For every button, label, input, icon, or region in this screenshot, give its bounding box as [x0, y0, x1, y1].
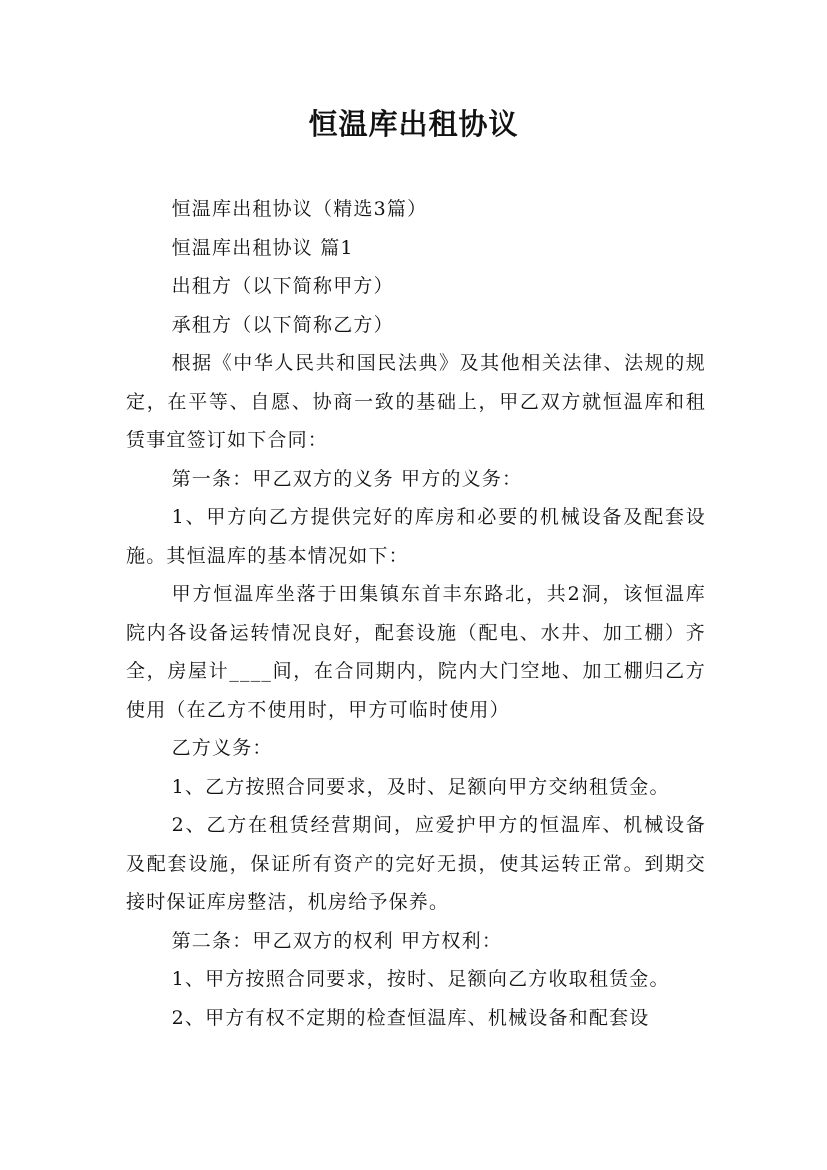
document-body: [126, 190, 706, 1037]
paragraph-lessee: 承租方（以下简称乙方）: [171, 313, 394, 336]
document-title: 恒温库出租协议: [308, 107, 519, 141]
paragraph-lessor-right-2: 2、甲方有权不定期的检查恒温库、机械设备和配套设: [171, 1006, 650, 1029]
paragraph-lessee-duty-1: 1、乙方按照合同要求，及时、足额向甲方交纳租赁金。: [171, 775, 670, 798]
paragraph-article-2-heading: 第二条：甲乙双方的权利 甲方权利：: [171, 929, 503, 952]
paragraph-part-heading: 恒温库出租协议 篇1: [171, 236, 354, 259]
paragraph-lessor-duty-1: 1、甲方向乙方提供完好的库房和必要的机械设备及配套设施。其恒温库的基本情况如下：: [126, 506, 706, 567]
paragraph-lessee-duties-heading: 乙方义务：: [171, 737, 273, 759]
paragraph-preamble: 根据《中华人民共和国民法典》及其他相关法律、法规的规定，在平等、自愿、协商一致的基础上，甲乙双方就恒温库和租赁事宜签订如下合同：: [126, 352, 706, 451]
paragraph-article-1-heading: 第一条：甲乙双方的义务 甲方的义务：: [171, 467, 523, 490]
paragraph-subtitle: 恒温库出租协议（精选3篇）: [171, 198, 428, 220]
paragraph-warehouse-description: 甲方恒温库坐落于田集镇东首丰东路北，共2洞，该恒温库院内各设备运转情况良好，配套设施（配电、水井、加工棚）齐全，房屋计____间，在合同期内，院内大门空地、加工棚归乙方使用（在乙方不使用时，甲方可临时使用）: [126, 583, 706, 721]
paragraph-lessee-duty-2: 2、乙方在租赁经营期间，应爱护甲方的恒温库、机械设备及配套设施，保证所有资产的完好无损，使其运转正常。到期交接时保证库房整洁，机房给予保养。: [126, 814, 706, 913]
paragraph-lessor-right-1: 1、甲方按照合同要求，按时、足额向乙方收取租赁金。: [171, 968, 670, 990]
paragraph-lessor: 出租方（以下简称甲方）: [171, 275, 394, 297]
